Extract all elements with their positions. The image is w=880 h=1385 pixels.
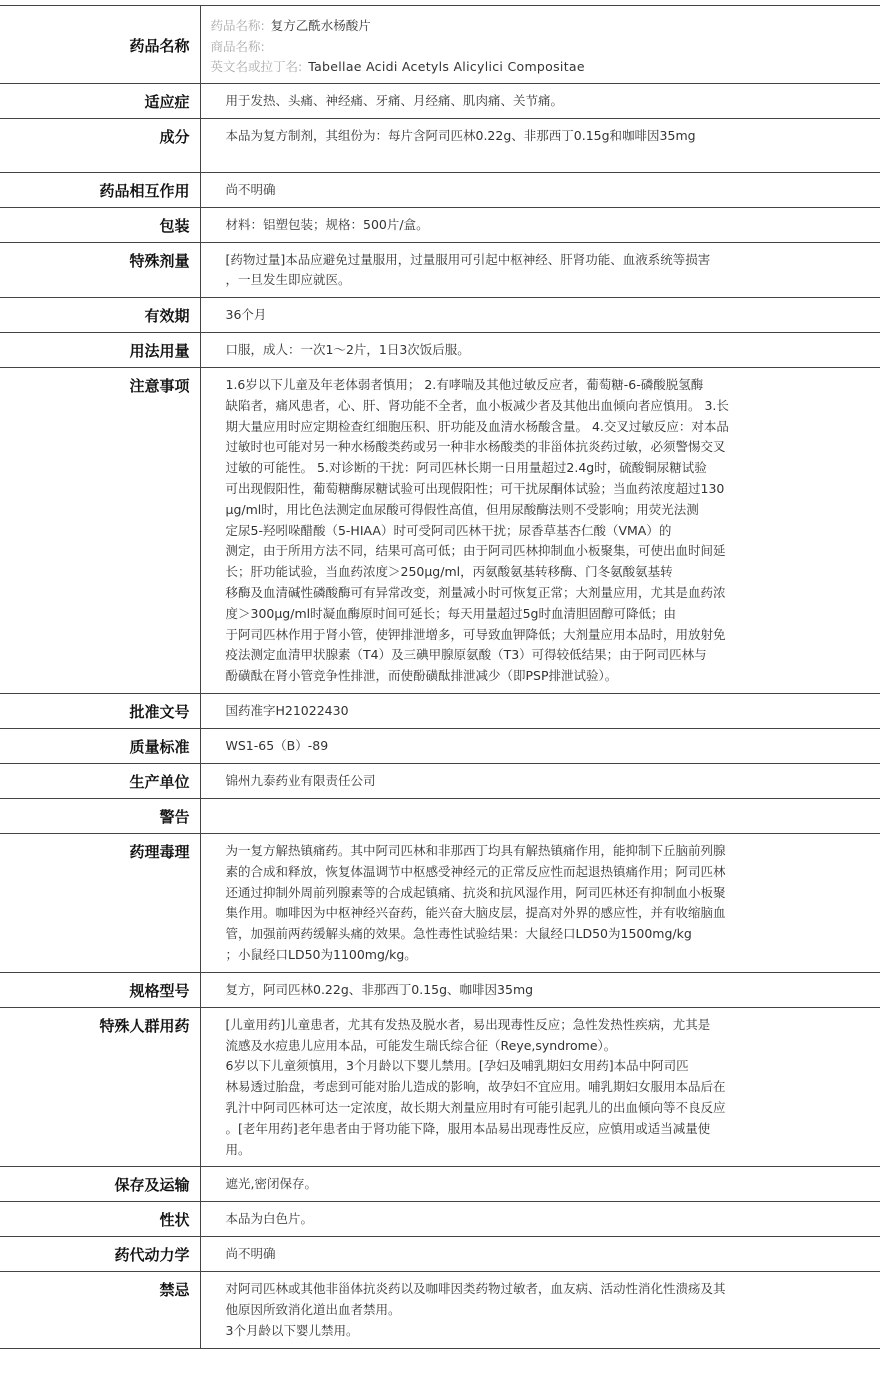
shelf-life-value: 36个月 (200, 298, 880, 333)
pharmacokinetics-row (0, 1237, 880, 1272)
trade-name-line (211, 37, 861, 58)
approval-value: 国药准字H21022430 (200, 694, 880, 729)
packaging-row (0, 207, 880, 242)
manufacturer-row (0, 764, 880, 799)
appearance-row (0, 1202, 880, 1237)
special-populations-label: 特殊人群用药 (0, 1007, 200, 1167)
pharmacology-label: 药理毒理 (0, 834, 200, 973)
special-dosage-label: 特殊剂量 (0, 242, 200, 298)
drug-name-row (0, 6, 880, 84)
generic-name-label: 药品名称: (210, 18, 265, 33)
special-populations-value: [儿童用药]儿童患者，尤其有发热及脱水者，易出现毒性反应；急性发热性疾病，尤其是 流感及水痘患儿应用本品，可能发生瑞氏综合征（Reye,syndrome）。 6岁以下儿童须慎用，3个月龄以下婴儿禁用。[孕妇及哺乳期妇女用药]本品中阿司匹 林易透过胎盘，考虑到可能对胎儿造成的影响，故孕妇不宜应用。哺乳期妇女服用本品后在 乳汁中阿司匹林可达一定浓度，故长期大剂量应用时有可能引起乳儿的出血倾向等不良反应 。[老年用药]老年患者由于肾功能下降，服用本品易出现毒性反应，应慎用或适当减量使 用。 (200, 1007, 880, 1167)
storage-label: 保存及运输 (0, 1167, 200, 1202)
storage-row (0, 1167, 880, 1202)
drug-info-table (0, 5, 880, 1349)
pharmacology-value: 为一复方解热镇痛药。其中阿司匹林和非那西丁均具有解热镇痛作用，能抑制下丘脑前列腺 素的合成和释放，恢复体温调节中枢感受神经元的正常反应性而起退热镇痛作用；阿司匹林 还通过抑制外周前列腺素等的合成起镇痛、抗炎和抗风湿作用，阿司匹林还有抑制血小板聚 集作用。咖啡因为中枢神经兴奋药，能兴奋大脑皮层，提高对外界的感应性，并有收缩脑血 管，加强前两药缓解头痛的效果。急性毒性试验结果：大鼠经口LD50为1500mg/kg ；小鼠经口LD50为1100mg/kg。 (200, 834, 880, 973)
approval-row (0, 694, 880, 729)
usage-row (0, 333, 880, 368)
indications-value: 用于发热、头痛、神经痛、牙痛、月经痛、肌肉痛、关节痛。 (200, 83, 880, 118)
trade-name-label: 商品名称: (210, 38, 265, 54)
appearance-label: 性状 (0, 1202, 200, 1237)
standard-value: WS1-65（B）-89 (200, 729, 880, 764)
interactions-value: 尚不明确 (200, 172, 880, 207)
generic-name-value: 复方乙酰水杨酸片 (270, 18, 371, 33)
indications-row (0, 83, 880, 118)
manufacturer-label: 生产单位 (0, 764, 200, 799)
specification-value: 复方，阿司匹林0.22g、非那西丁0.15g、咖啡因35mg (200, 972, 880, 1007)
english-name-line (211, 57, 861, 78)
packaging-value: 材料：铝塑包装；规格：500片/盒。 (200, 207, 880, 242)
pharmacokinetics-value: 尚不明确 (200, 1237, 880, 1272)
specification-label: 规格型号 (0, 972, 200, 1007)
pharmacokinetics-label: 药代动力学 (0, 1237, 200, 1272)
standard-row (0, 729, 880, 764)
english-name-label: 英文名或拉丁名: (210, 59, 303, 74)
warning-label: 警告 (0, 799, 200, 834)
warning-value (200, 799, 880, 834)
precautions-row (0, 368, 880, 694)
indications-label: 适应症 (0, 83, 200, 118)
precautions-value: 1.6岁以下儿童及年老体弱者慎用； 2.有哮喘及其他过敏反应者，葡萄糖-6-磷酸脱氢酶 缺陷者，痛风患者，心、肝、肾功能不全者，血小板减少者及其他出血倾向者应慎用。 3.长 期大量应用时应定期检查红细胞压积、肝功能及血清水杨酸含量。 4.交叉过敏反应：对本品 过敏时也可能对另一种水杨酸类药或另一种非水杨酸类的非甾体抗炎药过敏，必须警惕交叉 过敏的可能性。 5.对诊断的干扰：阿司匹林长期一日用量超过2.4g时，硫酸铜尿糖试验 可出现假阳性，葡萄糖酶尿糖试验可出现假阳性；可干扰尿酮体试验；当血药浓度超过130 μg/ml时，用比色法测定血尿酸可得假性高值，但用尿酸酶法则不受影响；用荧光法测 定尿5-羟吲哚醋酸（5-HIAA）时可受阿司匹林干扰；尿香草基杏仁酸（VMA）的 测定，由于所用方法不同，结果可高可低；由于阿司匹林抑制血小板聚集，可使出血时间延 长；肝功能试验，当血药浓度＞250μg/ml，丙氨酸氨基转移酶、门冬氨酸氨基转 移酶及血清碱性磷酸酶可有异常改变，剂量减小时可恢复正常；大剂量应用，尤其是血药浓 度＞300μg/ml时凝血酶原时间可延长；每天用量超过5g时血清胆固醇可降低；由 于阿司匹林作用于肾小管，使钾排泄增多，可导致血钾降低；大剂量应用本品时，用放射免 疫法测定血清甲状腺素（T4）及三碘甲腺原氨酸（T3）可得较低结果；由于阿司匹林与 酚磺酞在肾小管竞争性排泄，而使酚磺酞排泄减少（即PSP排泄试验）。 (200, 368, 880, 694)
interactions-row (0, 172, 880, 207)
usage-label: 用法用量 (0, 333, 200, 368)
composition-value: 本品为复方制剂，其组份为：每片含阿司匹林0.22g、非那西丁0.15g和咖啡因35mg (200, 118, 880, 172)
contraindications-row (0, 1272, 880, 1348)
generic-name-line (211, 16, 861, 37)
drug-name-header: 药品名称 (0, 6, 200, 84)
warning-row (0, 799, 880, 834)
precautions-label: 注意事项 (0, 368, 200, 694)
approval-label: 批准文号 (0, 694, 200, 729)
storage-value: 遮光,密闭保存。 (200, 1167, 880, 1202)
usage-value: 口服，成人：一次1～2片，1日3次饭后服。 (200, 333, 880, 368)
interactions-label: 药品相互作用 (0, 172, 200, 207)
composition-label: 成分 (0, 118, 200, 172)
manufacturer-value: 锦州九泰药业有限责任公司 (200, 764, 880, 799)
special-populations-row (0, 1007, 880, 1167)
special-dosage-value: [药物过量]本品应避免过量服用，过量服用可引起中枢神经、肝肾功能、血液系统等损害 ，一旦发生即应就医。 (200, 242, 880, 298)
english-name-value: Tabellae Acidi Acetyls Alicylici Compositae (308, 59, 585, 74)
standard-label: 质量标准 (0, 729, 200, 764)
shelf-life-label: 有效期 (0, 298, 200, 333)
special-dosage-row (0, 242, 880, 298)
drug-name-cell (200, 6, 880, 84)
contraindications-label: 禁忌 (0, 1272, 200, 1348)
shelf-life-row (0, 298, 880, 333)
composition-row (0, 118, 880, 172)
pharmacology-row (0, 834, 880, 973)
appearance-value: 本品为白色片。 (200, 1202, 880, 1237)
packaging-label: 包装 (0, 207, 200, 242)
specification-row (0, 972, 880, 1007)
contraindications-value: 对阿司匹林或其他非甾体抗炎药以及咖啡因类药物过敏者，血友病、活动性消化性溃疡及其 他原因所致消化道出血者禁用。 3个月龄以下婴儿禁用。 (200, 1272, 880, 1348)
